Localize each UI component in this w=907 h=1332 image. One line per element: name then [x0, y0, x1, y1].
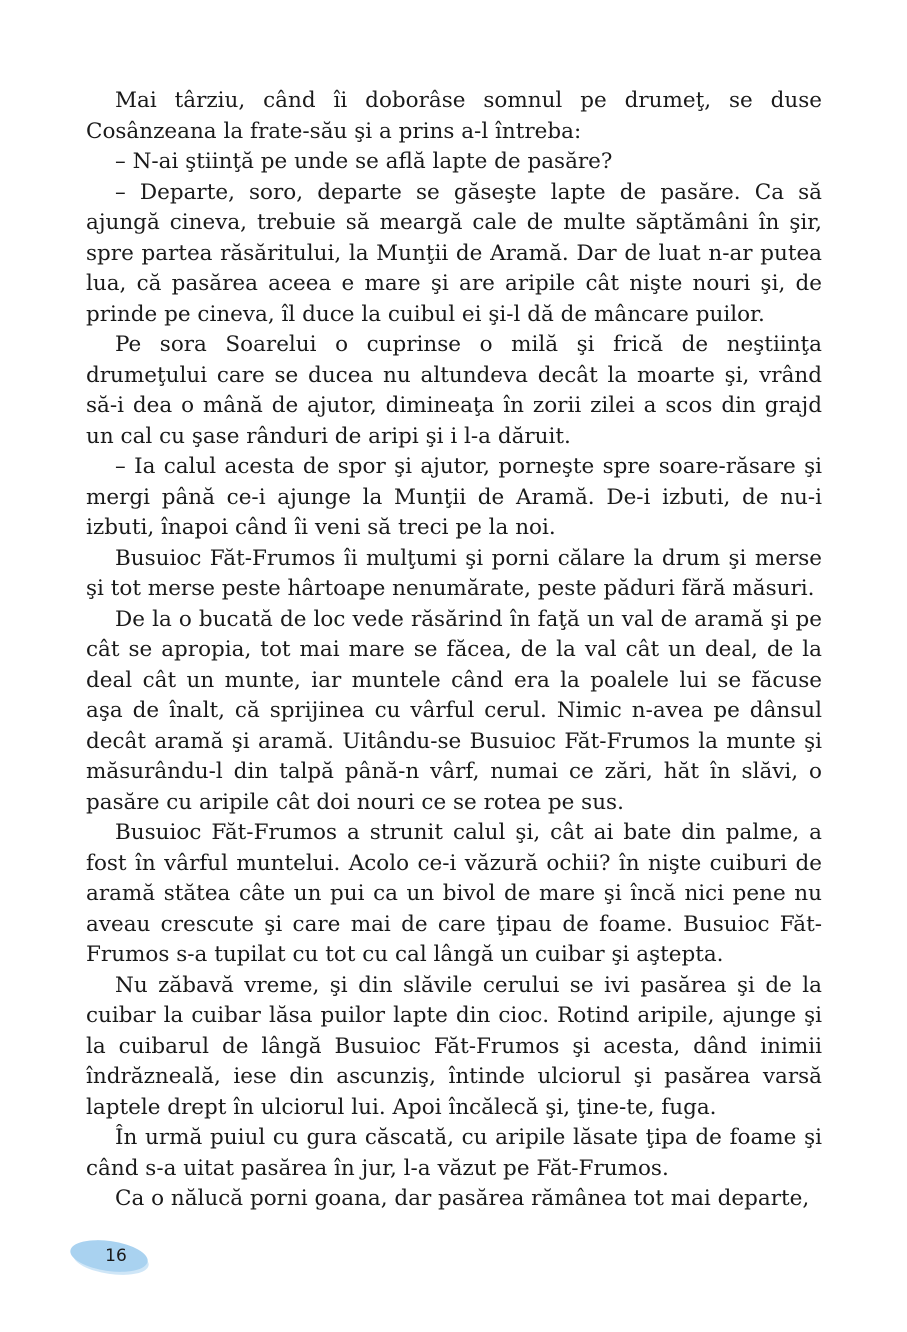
paragraph: De la o bucată de loc vede răsărind în faţă un val de aramă şi pe cât se apropia, tot mai mare se făcea, de la val cât un deal, de la deal cât un munte, iar muntele când era la poalele lui se făcuse aşa de înalt, că sprijinea cu vârful cerul. Nimic n-avea pe dânsul decât aramă şi aramă. Uitându-se Busuioc Făt-Frumos la munte şi măsurându-l din talpă până-n vârf, numai ce zări, hăt în slăvi, o pasăre cu aripile cât doi nouri ce se rotea pe sus.	[86, 606, 822, 815]
paragraph: – N-ai ştiinţă pe unde se află lapte de pasăre?	[115, 149, 613, 174]
page-number: 16	[105, 1246, 127, 1266]
paragraph: Ca o nălucă porni goana, dar pasărea rămânea tot mai departe,	[115, 1186, 810, 1211]
page-number-badge	[66, 1236, 152, 1280]
paragraph: Nu zăbavă vreme, şi din slăvile cerului se ivi pasărea şi de la cuibar la cuibar lăsa puilor lapte din cioc. Rotind aripile, ajunge şi la cuibarul de lângă Busuioc Făt-Frumos şi acesta, dând inimii îndrăzneală, iese din ascunziş, întinde ulciorul şi pasărea varsă laptele drept în ulciorul lui. Apoi încălecă şi, ţine-te, fuga.	[86, 972, 822, 1120]
paragraph: – Departe, soro, departe se găseşte lapte de pasăre. Ca să ajungă cineva, trebuie să meargă cale de multe săptămâni în şir, spre partea răsăritului, la Munţii de Aramă. Dar de luat n-ar putea lua, că pasărea aceea e mare şi are aripile cât nişte nouri şi, de prinde pe cineva, îl duce la cuibul ei şi-l dă de mâncare puilor.	[86, 179, 822, 327]
paragraph: Mai târziu, când îi doborâse somnul pe drumeţ, se duse Cosânzeana la frate-său şi a prins a-l întreba:	[86, 88, 822, 144]
paragraph: Busuioc Făt-Frumos a strunit calul şi, cât ai bate din palme, a fost în vârful muntelui. Acolo ce-i văzură ochii? în nişte cuiburi de aramă stătea câte un pui ca un bivol de mare şi încă nici pene nu aveau crescute şi care mai de care ţipau de foame. Busuioc Făt-Frumos s-a tupilat cu tot cu cal lângă un cuibar şi aştepta.	[86, 820, 822, 967]
paragraph: – Ia calul acesta de spor şi ajutor, porneşte spre soare-răsare şi mergi până ce-i ajunge la Munţii de Aramă. De-i izbuti, de nu-i izbuti, înapoi când îi veni să treci pe la noi.	[86, 454, 822, 540]
paragraph: Pe sora Soarelui o cuprinse o milă şi frică de neştiinţa drumeţului care se ducea nu altundeva decât la moarte şi, vrând să-i dea o mână de ajutor, dimineaţa în zorii zilei a scos din grajd un cal cu şase rânduri de aripi şi i l-a dăruit.	[86, 332, 822, 449]
paragraph: În urmă puiul cu gura căscată, cu aripile lăsate ţipa de foame şi când s-a uitat pasărea în jur, l-a văzut pe Făt-Frumos.	[86, 1125, 822, 1181]
paragraph: Busuioc Făt-Frumos îi mulţumi şi porni călare la drum şi merse şi tot merse peste hârtoape nenumărate, peste păduri fără măsuri.	[86, 545, 822, 601]
body-text	[86, 86, 822, 1215]
